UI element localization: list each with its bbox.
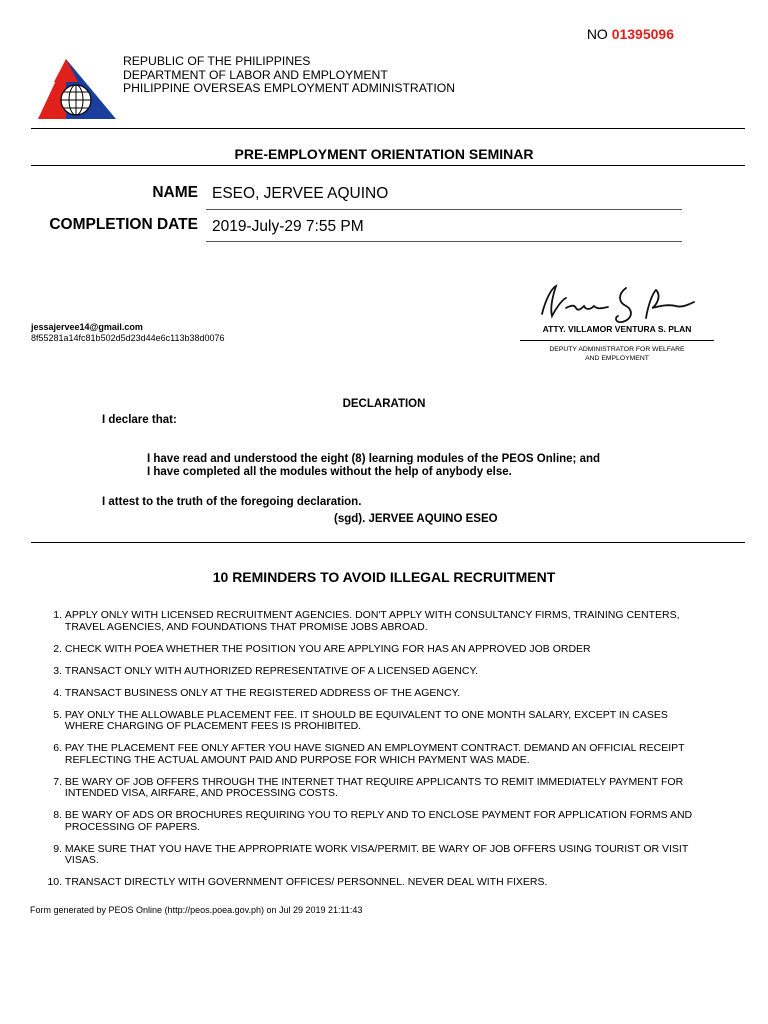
list-item: 1. APPLY ONLY WITH LICENSED RECRUITMENT AGENCIES. DON'T APPLY WITH CONSULTANCY FIRMS, TRAINING CENTERS, TRAVEL AGENCIES, AND FOUNDATIONS THAT PROMISE JOBS ABROAD.	[53, 609, 680, 633]
list-item: 2. CHECK WITH POEA WHETHER THE POSITION YOU ARE APPLYING FOR HAS AN APPROVED JOB ORDER	[53, 642, 591, 655]
reminder-text: PAY THE PLACEMENT FEE ONLY AFTER YOU HAVE SIGNED AN EMPLOYMENT CONTRACT. DEMAND AN OFFICIAL RECEIPT REFLECTING THE ACTUAL AMOUNT PAID AND PURPOSE FOR WHICH PAYMENT WAS MADE.	[64, 742, 685, 766]
signatory-title-line2: AND EMPLOYMENT	[585, 355, 649, 362]
name-underline	[206, 209, 682, 210]
completion-date-underline	[206, 241, 682, 242]
signatory-title-line1: DEPUTY ADMINISTRATOR FOR WELFARE	[549, 346, 685, 353]
reminder-text: APPLY ONLY WITH LICENSED RECRUITMENT AGENCIES. DON'T APPLY WITH CONSULTANCY FIRMS, TRAINING CENTERS, TRAVEL AGENCIES, AND FOUNDATIONS THAT PROMISE JOBS ABROAD.	[64, 609, 680, 633]
reminder-text: BE WARY OF ADS OR BROCHURES REQUIRING YOU TO REPLY AND TO ENCLOSE PAYMENT FOR APPLICATION FORMS AND PROCESSING OF PAPERS.	[64, 809, 693, 833]
declaration-signed: (sgd). JERVEE AQUINO ESEO	[334, 513, 498, 525]
certificate-number	[587, 26, 674, 42]
poea-logo-icon	[36, 56, 118, 122]
signature-line	[520, 340, 714, 341]
certificate-number-label: NO	[586, 26, 608, 42]
list-item: 7. BE WARY OF JOB OFFERS THROUGH THE INTERNET THAT REQUIRE APPLICANTS TO REMIT IMMEDIATELY PAYMENT FOR INTENDED VISA, AIRFARE, AND PROCESSING COSTS.	[53, 775, 684, 799]
declaration-intro: I declare that:	[102, 414, 177, 426]
footer-generated-note: Form generated by PEOS Online (http://peos.poea.gov.ph) on Jul 29 2019 21:11:43	[30, 905, 363, 915]
signature-icon	[522, 278, 712, 328]
reminders-list	[30, 610, 730, 899]
completion-date-label: COMPLETION DATE	[49, 216, 198, 233]
list-item: 10. TRANSACT DIRECTLY WITH GOVERNMENT OFFICES/ PERSONNEL. NEVER DEAL WITH FIXERS.	[47, 876, 548, 888]
declaration-item-2: I have completed all the modules without the help of anybody else.	[147, 466, 512, 478]
account-hash: 8f55281a14fc81b502d5d23d44e6c113b38d0076	[31, 333, 225, 343]
name-value: ESEO, JERVEE AQUINO	[212, 185, 389, 202]
reminder-text: TRANSACT DIRECTLY WITH GOVERNMENT OFFICES/ PERSONNEL. NEVER DEAL WITH FIXERS.	[64, 876, 548, 888]
agency-heading	[123, 55, 455, 96]
signatory-name: ATTY. VILLAMOR VENTURA S. PLAN	[542, 324, 692, 334]
list-item: 6. PAY THE PLACEMENT FEE ONLY AFTER YOU HAVE SIGNED AN EMPLOYMENT CONTRACT. DEMAND AN OFFICIAL RECEIPT REFLECTING THE ACTUAL AMOUNT PAID AND PURPOSE FOR WHICH PAYMENT WAS MADE.	[53, 742, 685, 766]
reminder-text: TRANSACT ONLY WITH AUTHORIZED REPRESENTATIVE OF A LICENSED AGENCY.	[64, 664, 479, 677]
reminder-text: CHECK WITH POEA WHETHER THE POSITION YOU ARE APPLYING FOR HAS AN APPROVED JOB ORDER	[64, 642, 591, 655]
name-label: NAME	[152, 184, 198, 201]
declaration-item-1: I have read and understood the eight (8) learning modules of the PEOS Online; and	[147, 453, 601, 465]
list-item: 9. MAKE SURE THAT YOU HAVE THE APPROPRIATE WORK VISA/PERMIT. BE WARY OF JOB OFFERS USING TOURIST OR VISIT VISAS.	[53, 842, 689, 866]
declaration-title: DECLARATION	[342, 398, 426, 410]
header-divider	[31, 128, 745, 129]
declaration-attest: I attest to the truth of the foregoing declaration.	[102, 496, 362, 508]
reminder-text: PAY ONLY THE ALLOWABLE PLACEMENT FEE. IT SHOULD BE EQUIVALENT TO ONE MONTH SALARY, EXCEPT IN CASES WHERE CHARGING OF PLACEMENT FEES IS PROHIBITED.	[64, 708, 668, 732]
declaration-divider	[31, 542, 745, 543]
list-item: 3. TRANSACT ONLY WITH AUTHORIZED REPRESENTATIVE OF A LICENSED AGENCY.	[53, 664, 479, 677]
signatory-title	[520, 345, 714, 363]
agency-line-dole: DEPARTMENT OF LABOR AND EMPLOYMENT	[123, 67, 388, 82]
reminder-text: TRANSACT BUSINESS ONLY AT THE REGISTERED ADDRESS OF THE AGENCY.	[64, 686, 461, 699]
completion-date-value: 2019-July-29 7:55 PM	[212, 218, 364, 235]
agency-line-poea: PHILIPPINE OVERSEAS EMPLOYMENT ADMINISTRATION	[123, 81, 456, 95]
seminar-title: PRE-EMPLOYMENT ORIENTATION SEMINAR	[234, 146, 534, 162]
reminders-title: 10 REMINDERS TO AVOID ILLEGAL RECRUITMENT	[212, 569, 556, 585]
list-item: 4. TRANSACT BUSINESS ONLY AT THE REGISTERED ADDRESS OF THE AGENCY.	[53, 686, 461, 699]
list-item: 8. BE WARY OF ADS OR BROCHURES REQUIRING YOU TO REPLY AND TO ENCLOSE PAYMENT FOR APPLICATION FORMS AND PROCESSING OF PAPERS.	[53, 809, 693, 833]
reminder-text: MAKE SURE THAT YOU HAVE THE APPROPRIATE WORK VISA/PERMIT. BE WARY OF JOB OFFERS USING TOURIST OR VISIT VISAS.	[64, 842, 689, 866]
title-divider	[31, 165, 745, 166]
reminder-text: BE WARY OF JOB OFFERS THROUGH THE INTERNET THAT REQUIRE APPLICANTS TO REMIT IMMEDIATELY PAYMENT FOR INTENDED VISA, AIRFARE, AND PROCESSING COSTS.	[64, 775, 684, 799]
agency-line-republic: REPUBLIC OF THE PHILIPPINES	[123, 54, 311, 68]
list-item: 5. PAY ONLY THE ALLOWABLE PLACEMENT FEE. IT SHOULD BE EQUIVALENT TO ONE MONTH SALARY, EXCEPT IN CASES WHERE CHARGING OF PLACEMENT FEES IS PROHIBITED.	[53, 708, 668, 732]
certificate-number-value: 01395096	[611, 26, 674, 42]
account-email: jessajervee14@gmail.com	[31, 322, 143, 332]
